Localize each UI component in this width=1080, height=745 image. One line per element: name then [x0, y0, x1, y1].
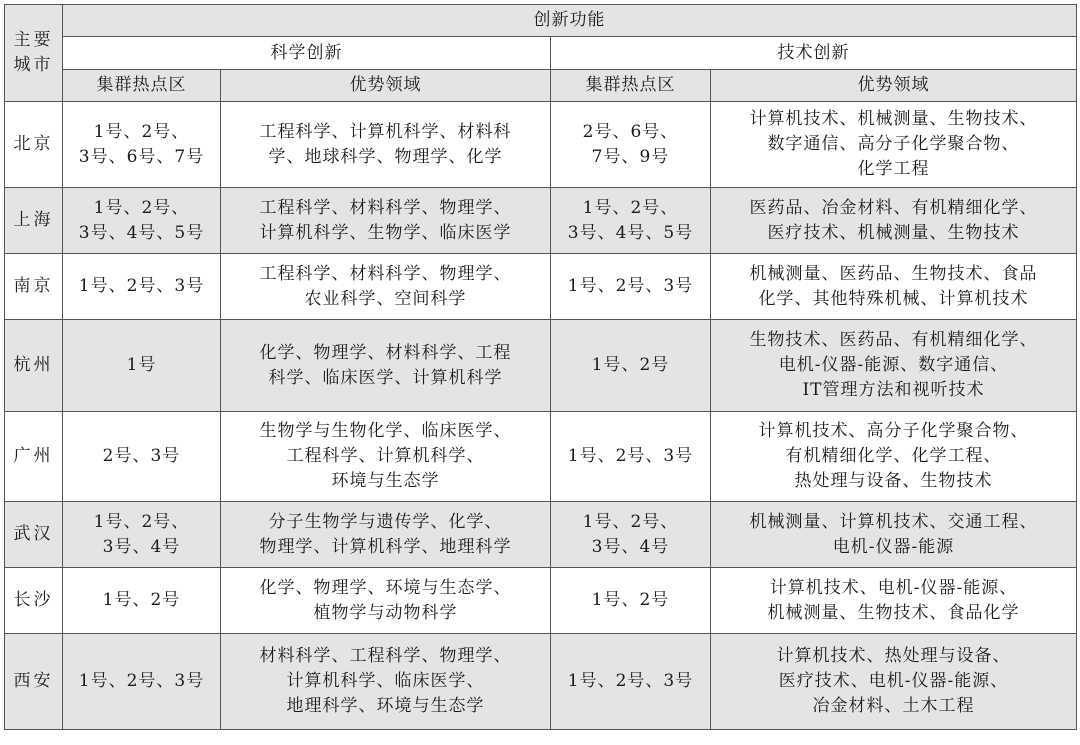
table-row [5, 412, 1077, 502]
header-row-mid [5, 37, 1077, 70]
tech-cluster-cell: 1号、2号、3号 [551, 254, 711, 320]
tech-cluster-cell: 1号、2号、3号 [551, 634, 711, 730]
sci-cluster-cell: 1号、2号、 3号、4号 [63, 502, 221, 568]
sci-cluster-cell: 1号、2号、 3号、6号、7号 [63, 102, 221, 188]
city-cell: 广州 [5, 412, 63, 502]
header-tech-field: 优势领域 [711, 70, 1077, 102]
header-sci-field: 优势领域 [221, 70, 551, 102]
city-cell: 南京 [5, 254, 63, 320]
tech-cluster-cell: 1号、2号 [551, 568, 711, 634]
city-cell: 长沙 [5, 568, 63, 634]
tech-cluster-cell: 1号、2号、 3号、4号 [551, 502, 711, 568]
sci-field-cell: 材料科学、工程科学、物理学、 计算机科学、临床医学、 地理科学、环境与生态学 [221, 634, 551, 730]
city-cell: 上海 [5, 188, 63, 254]
tech-field-cell: 计算机技术、高分子化学聚合物、 有机精细化学、化学工程、 热处理与设备、生物技术 [711, 412, 1077, 502]
header-science-innovation: 科学创新 [63, 37, 551, 70]
tech-field-cell: 生物技术、医药品、有机精细化学、 电机-仪器-能源、数字通信、 IT管理方法和视听技术 [711, 320, 1077, 412]
header-innovation-function: 创新功能 [63, 5, 1077, 37]
tech-field-cell: 机械测量、计算机技术、交通工程、 电机-仪器-能源 [711, 502, 1077, 568]
tech-field-cell: 计算机技术、机械测量、生物技术、 数字通信、高分子化学聚合物、 化学工程 [711, 102, 1077, 188]
table-row [5, 188, 1077, 254]
sci-field-cell: 化学、物理学、材料科学、工程 科学、临床医学、计算机科学 [221, 320, 551, 412]
sci-field-cell: 化学、物理学、环境与生态学、 植物学与动物科学 [221, 568, 551, 634]
sci-field-cell: 工程科学、材料科学、物理学、 计算机科学、生物学、临床医学 [221, 188, 551, 254]
sci-field-cell: 工程科学、材料科学、物理学、 农业科学、空间科学 [221, 254, 551, 320]
table-row [5, 634, 1077, 730]
table-row [5, 502, 1077, 568]
table-row [5, 102, 1077, 188]
sci-field-cell: 生物学与生物化学、临床医学、 工程科学、计算机科学、 环境与生态学 [221, 412, 551, 502]
header-city: 主要 城市 [5, 5, 63, 102]
table-row [5, 254, 1077, 320]
tech-field-cell: 计算机技术、电机-仪器-能源、 机械测量、生物技术、食品化学 [711, 568, 1077, 634]
sci-field-cell: 工程科学、计算机科学、材料科 学、地球科学、物理学、化学 [221, 102, 551, 188]
sci-cluster-cell: 1号 [63, 320, 221, 412]
sci-cluster-cell: 1号、2号、 3号、4号、5号 [63, 188, 221, 254]
tech-field-cell: 机械测量、医药品、生物技术、食品 化学、其他特殊机械、计算机技术 [711, 254, 1077, 320]
tech-cluster-cell: 1号、2号 [551, 320, 711, 412]
header-tech-cluster: 集群热点区 [551, 70, 711, 102]
sci-cluster-cell: 1号、2号、3号 [63, 634, 221, 730]
table-row [5, 320, 1077, 412]
innovation-table-wrapper [4, 4, 1076, 730]
tech-cluster-cell: 2号、6号、 7号、9号 [551, 102, 711, 188]
table-row [5, 568, 1077, 634]
sci-cluster-cell: 2号、3号 [63, 412, 221, 502]
header-row-top [5, 5, 1077, 37]
tech-field-cell: 计算机技术、热处理与设备、 医疗技术、电机-仪器-能源、 冶金材料、土木工程 [711, 634, 1077, 730]
sci-field-cell: 分子生物学与遗传学、化学、 物理学、计算机科学、地理科学 [221, 502, 551, 568]
tech-cluster-cell: 1号、2号、3号 [551, 412, 711, 502]
city-cell: 西安 [5, 634, 63, 730]
city-cell: 北京 [5, 102, 63, 188]
header-row-sub [5, 70, 1077, 102]
sci-cluster-cell: 1号、2号、3号 [63, 254, 221, 320]
city-cell: 武汉 [5, 502, 63, 568]
innovation-table [4, 4, 1077, 730]
sci-cluster-cell: 1号、2号 [63, 568, 221, 634]
city-cell: 杭州 [5, 320, 63, 412]
tech-cluster-cell: 1号、2号、 3号、4号、5号 [551, 188, 711, 254]
header-tech-innovation: 技术创新 [551, 37, 1077, 70]
header-sci-cluster: 集群热点区 [63, 70, 221, 102]
tech-field-cell: 医药品、冶金材料、有机精细化学、 医疗技术、机械测量、生物技术 [711, 188, 1077, 254]
